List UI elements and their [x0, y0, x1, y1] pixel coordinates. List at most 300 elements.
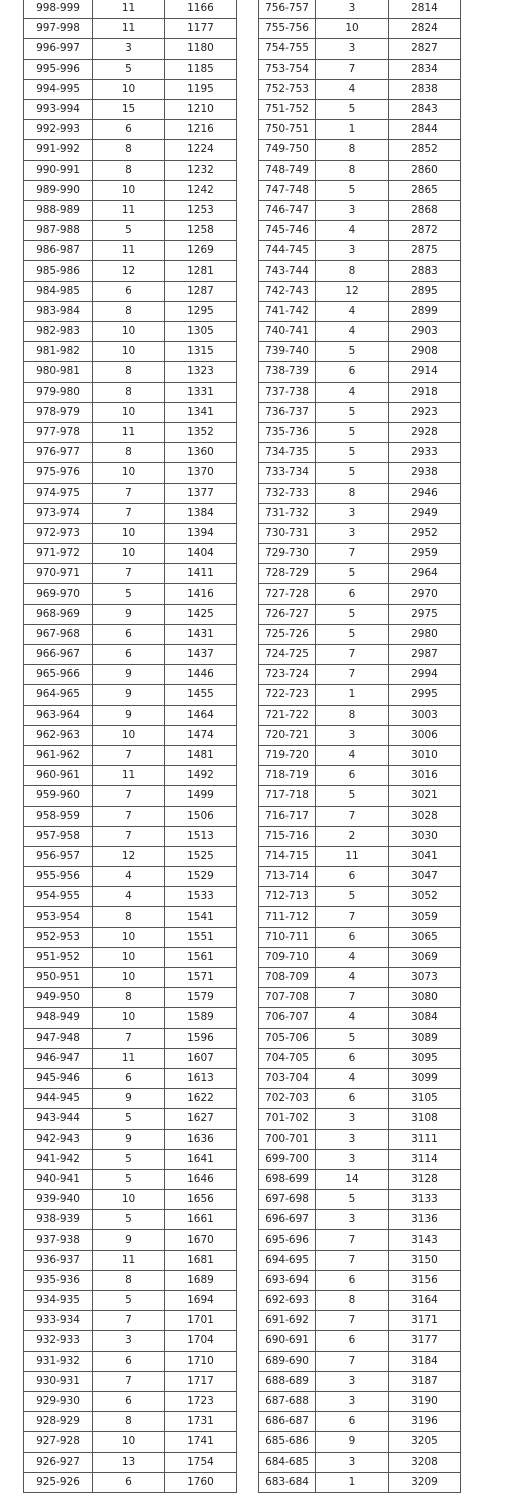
table-row: [24, 1452, 237, 1472]
cumulative-cell: 3080: [389, 988, 461, 1008]
table-row: [24, 665, 237, 685]
interval-cell: 709-710: [259, 947, 316, 967]
cumulative-cell: 2908: [389, 342, 461, 362]
interval-cell: 745-746: [259, 221, 316, 241]
interval-cell: 971-972: [24, 544, 93, 564]
interval-cell: 730-731: [259, 523, 316, 543]
cumulative-cell: 1481: [165, 745, 237, 765]
cumulative-cell: 3171: [389, 1311, 461, 1331]
interval-cell: 746-747: [259, 200, 316, 220]
count-cell: 5: [316, 402, 389, 422]
interval-cell: 942-943: [24, 1129, 93, 1149]
cumulative-cell: 2949: [389, 503, 461, 523]
table-row: [259, 705, 461, 725]
interval-cell: 711-712: [259, 907, 316, 927]
count-cell: 10: [93, 180, 165, 200]
cumulative-cell: 1411: [165, 564, 237, 584]
count-cell: 3: [316, 523, 389, 543]
table-row: [24, 99, 237, 119]
cumulative-cell: 3177: [389, 1331, 461, 1351]
interval-cell: 721-722: [259, 705, 316, 725]
count-cell: 7: [316, 1351, 389, 1371]
count-cell: 5: [316, 564, 389, 584]
interval-cell: 723-724: [259, 665, 316, 685]
count-cell: 3: [93, 1331, 165, 1351]
interval-cell: 992-993: [24, 120, 93, 140]
cumulative-cell: 1613: [165, 1068, 237, 1088]
cumulative-cell: 1506: [165, 806, 237, 826]
interval-cell: 996-997: [24, 39, 93, 59]
table-row: [24, 1391, 237, 1411]
count-cell: 9: [93, 685, 165, 705]
cumulative-cell: 1704: [165, 1331, 237, 1351]
count-cell: 4: [316, 221, 389, 241]
cumulative-cell: 1210: [165, 99, 237, 119]
interval-cell: 989-990: [24, 180, 93, 200]
interval-cell: 990-991: [24, 160, 93, 180]
table-row: [24, 1311, 237, 1331]
cumulative-cell: 2875: [389, 241, 461, 261]
interval-cell: 707-708: [259, 988, 316, 1008]
count-cell: 13: [93, 1452, 165, 1472]
cumulative-cell: 1437: [165, 645, 237, 665]
cumulative-cell: 3084: [389, 1008, 461, 1028]
cumulative-cell: 1305: [165, 322, 237, 342]
interval-cell: 982-983: [24, 322, 93, 342]
cumulative-cell: 1377: [165, 483, 237, 503]
table-row: [24, 1028, 237, 1048]
cumulative-cell: 2824: [389, 19, 461, 39]
count-cell: 5: [93, 59, 165, 79]
cumulative-cell: 3156: [389, 1270, 461, 1290]
interval-cell: 987-988: [24, 221, 93, 241]
count-cell: 6: [93, 1351, 165, 1371]
table-row: [24, 1048, 237, 1068]
interval-cell: 956-957: [24, 846, 93, 866]
table-row: [259, 281, 461, 301]
interval-cell: 944-945: [24, 1089, 93, 1109]
interval-cell: 985-986: [24, 261, 93, 281]
table-row: [24, 604, 237, 624]
table-row: [24, 1291, 237, 1311]
interval-cell: 712-713: [259, 887, 316, 907]
count-cell: 5: [93, 221, 165, 241]
cumulative-cell: 3209: [389, 1472, 461, 1492]
count-cell: 4: [316, 968, 389, 988]
interval-cell: 980-981: [24, 362, 93, 382]
interval-cell: 977-978: [24, 422, 93, 442]
interval-cell: 997-998: [24, 19, 93, 39]
table-row: [24, 927, 237, 947]
cumulative-cell: 2827: [389, 39, 461, 59]
table-row: [259, 1230, 461, 1250]
right-table: [258, 0, 461, 1493]
table-row: [24, 846, 237, 866]
interval-cell: 703-704: [259, 1068, 316, 1088]
count-cell: 6: [93, 645, 165, 665]
table-row: [24, 241, 237, 261]
table-row: [259, 968, 461, 988]
table-row: [259, 1391, 461, 1411]
interval-cell: 952-953: [24, 927, 93, 947]
count-cell: 11: [93, 19, 165, 39]
count-cell: 10: [93, 968, 165, 988]
cumulative-cell: 2844: [389, 120, 461, 140]
cumulative-cell: 1596: [165, 1028, 237, 1048]
count-cell: 7: [93, 483, 165, 503]
table-row: [24, 503, 237, 523]
interval-cell: 991-992: [24, 140, 93, 160]
cumulative-cell: 1717: [165, 1371, 237, 1391]
table-row: [24, 362, 237, 382]
cumulative-cell: 1370: [165, 463, 237, 483]
cumulative-cell: 1579: [165, 988, 237, 1008]
cumulative-cell: 1551: [165, 927, 237, 947]
count-cell: 3: [316, 1129, 389, 1149]
table-row: [24, 523, 237, 543]
interval-cell: 686-687: [259, 1412, 316, 1432]
interval-cell: 718-719: [259, 766, 316, 786]
count-cell: 10: [93, 1432, 165, 1452]
interval-cell: 945-946: [24, 1068, 93, 1088]
interval-cell: 695-696: [259, 1230, 316, 1250]
cumulative-cell: 2838: [389, 79, 461, 99]
table-row: [259, 624, 461, 644]
table-row: [259, 261, 461, 281]
table-row: [259, 463, 461, 483]
cumulative-cell: 2903: [389, 322, 461, 342]
count-cell: 8: [93, 362, 165, 382]
table-row: [259, 1109, 461, 1129]
table-row: [259, 1008, 461, 1028]
interval-cell: 713-714: [259, 867, 316, 887]
table-row: [259, 1149, 461, 1169]
cumulative-cell: 1760: [165, 1472, 237, 1492]
count-cell: 6: [316, 584, 389, 604]
count-cell: 4: [316, 322, 389, 342]
interval-cell: 970-971: [24, 564, 93, 584]
table-row: [24, 705, 237, 725]
count-cell: 10: [93, 463, 165, 483]
interval-cell: 739-740: [259, 342, 316, 362]
cumulative-cell: 1195: [165, 79, 237, 99]
count-cell: 7: [93, 503, 165, 523]
table-row: [259, 1169, 461, 1189]
count-cell: 12: [93, 261, 165, 281]
table-row: [24, 402, 237, 422]
table-row: [24, 483, 237, 503]
cumulative-cell: 2975: [389, 604, 461, 624]
interval-cell: 967-968: [24, 624, 93, 644]
count-cell: 4: [316, 1068, 389, 1088]
interval-cell: 732-733: [259, 483, 316, 503]
interval-cell: 743-744: [259, 261, 316, 281]
count-cell: 6: [316, 766, 389, 786]
table-row: [259, 402, 461, 422]
cumulative-cell: 2865: [389, 180, 461, 200]
table-row: [24, 1432, 237, 1452]
cumulative-cell: 2868: [389, 200, 461, 220]
cumulative-cell: 2928: [389, 422, 461, 442]
table-row: [259, 301, 461, 321]
cumulative-cell: 3190: [389, 1391, 461, 1411]
interval-cell: 953-954: [24, 907, 93, 927]
interval-cell: 754-755: [259, 39, 316, 59]
cumulative-cell: 3021: [389, 786, 461, 806]
interval-cell: 690-691: [259, 1331, 316, 1351]
count-cell: 5: [316, 443, 389, 463]
table-row: [24, 1008, 237, 1028]
count-cell: 8: [316, 160, 389, 180]
cumulative-cell: 3196: [389, 1412, 461, 1432]
table-row: [259, 786, 461, 806]
cumulative-cell: 1656: [165, 1190, 237, 1210]
cumulative-cell: 3089: [389, 1028, 461, 1048]
count-cell: 6: [93, 120, 165, 140]
table-row: [259, 1371, 461, 1391]
interval-cell: 733-734: [259, 463, 316, 483]
table-row: [24, 1371, 237, 1391]
table-row: [259, 503, 461, 523]
count-cell: 11: [93, 766, 165, 786]
interval-cell: 968-969: [24, 604, 93, 624]
cumulative-cell: 3128: [389, 1169, 461, 1189]
count-cell: 3: [316, 200, 389, 220]
count-cell: 8: [316, 140, 389, 160]
count-cell: 11: [316, 846, 389, 866]
count-cell: 4: [93, 887, 165, 907]
table-row: [24, 1412, 237, 1432]
cumulative-cell: 1352: [165, 422, 237, 442]
table-row: [24, 59, 237, 79]
table-row: [259, 241, 461, 261]
table-row: [24, 624, 237, 644]
cumulative-cell: 1731: [165, 1412, 237, 1432]
interval-cell: 719-720: [259, 745, 316, 765]
cumulative-cell: 1689: [165, 1270, 237, 1290]
interval-cell: 934-935: [24, 1291, 93, 1311]
count-cell: 3: [316, 1109, 389, 1129]
cumulative-cell: 3030: [389, 826, 461, 846]
count-cell: 9: [93, 1089, 165, 1109]
count-cell: 15: [93, 99, 165, 119]
count-cell: 4: [316, 79, 389, 99]
cumulative-cell: 2946: [389, 483, 461, 503]
cumulative-cell: 2918: [389, 382, 461, 402]
cumulative-cell: 3143: [389, 1230, 461, 1250]
cumulative-cell: 2933: [389, 443, 461, 463]
table-row: [24, 988, 237, 1008]
count-cell: 5: [93, 1210, 165, 1230]
cumulative-cell: 3111: [389, 1129, 461, 1149]
count-cell: 7: [93, 564, 165, 584]
interval-cell: 748-749: [259, 160, 316, 180]
interval-cell: 693-694: [259, 1270, 316, 1290]
interval-cell: 959-960: [24, 786, 93, 806]
interval-cell: 687-688: [259, 1391, 316, 1411]
count-cell: 5: [316, 604, 389, 624]
cumulative-cell: 1710: [165, 1351, 237, 1371]
table-row: [24, 806, 237, 826]
count-cell: 5: [316, 463, 389, 483]
count-cell: 10: [93, 544, 165, 564]
count-cell: 3: [316, 725, 389, 745]
interval-cell: 694-695: [259, 1250, 316, 1270]
count-cell: 5: [316, 342, 389, 362]
cumulative-cell: 3164: [389, 1291, 461, 1311]
table-row: [259, 523, 461, 543]
cumulative-cell: 1315: [165, 342, 237, 362]
table-row: [259, 826, 461, 846]
cumulative-cell: 1394: [165, 523, 237, 543]
interval-cell: 716-717: [259, 806, 316, 826]
count-cell: 11: [93, 422, 165, 442]
table-row: [259, 1412, 461, 1432]
count-cell: 6: [316, 867, 389, 887]
cumulative-cell: 3059: [389, 907, 461, 927]
interval-cell: 984-985: [24, 281, 93, 301]
cumulative-cell: 1224: [165, 140, 237, 160]
interval-cell: 963-964: [24, 705, 93, 725]
interval-cell: 741-742: [259, 301, 316, 321]
cumulative-cell: 1185: [165, 59, 237, 79]
table-row: [259, 907, 461, 927]
interval-cell: 954-955: [24, 887, 93, 907]
count-cell: 7: [316, 988, 389, 1008]
table-row: [24, 544, 237, 564]
count-cell: 7: [93, 1371, 165, 1391]
cumulative-cell: 1331: [165, 382, 237, 402]
cumulative-cell: 3003: [389, 705, 461, 725]
cumulative-cell: 1360: [165, 443, 237, 463]
interval-cell: 925-926: [24, 1472, 93, 1492]
interval-cell: 753-754: [259, 59, 316, 79]
table-row: [24, 887, 237, 907]
count-cell: 5: [93, 1169, 165, 1189]
count-cell: 7: [316, 1230, 389, 1250]
table-row: [24, 261, 237, 281]
interval-cell: 683-684: [259, 1472, 316, 1492]
count-cell: 6: [93, 624, 165, 644]
interval-cell: 714-715: [259, 846, 316, 866]
table-row: [24, 1109, 237, 1129]
interval-cell: 740-741: [259, 322, 316, 342]
interval-cell: 689-690: [259, 1351, 316, 1371]
interval-cell: 735-736: [259, 422, 316, 442]
table-row: [24, 0, 237, 19]
count-cell: 5: [316, 1190, 389, 1210]
interval-cell: 940-941: [24, 1169, 93, 1189]
interval-cell: 706-707: [259, 1008, 316, 1028]
table-row: [259, 745, 461, 765]
cumulative-cell: 2914: [389, 362, 461, 382]
cumulative-cell: 1323: [165, 362, 237, 382]
interval-cell: 928-929: [24, 1412, 93, 1432]
interval-cell: 932-933: [24, 1331, 93, 1351]
cumulative-cell: 3095: [389, 1048, 461, 1068]
interval-cell: 737-738: [259, 382, 316, 402]
interval-cell: 731-732: [259, 503, 316, 523]
table-row: [24, 1190, 237, 1210]
interval-cell: 927-928: [24, 1432, 93, 1452]
count-cell: 7: [316, 1311, 389, 1331]
cumulative-cell: 1455: [165, 685, 237, 705]
cumulative-cell: 3073: [389, 968, 461, 988]
count-cell: 6: [316, 1089, 389, 1109]
interval-cell: 744-745: [259, 241, 316, 261]
table-row: [24, 1270, 237, 1290]
cumulative-cell: 1646: [165, 1169, 237, 1189]
count-cell: 1: [316, 120, 389, 140]
count-cell: 3: [316, 1371, 389, 1391]
cumulative-cell: 3099: [389, 1068, 461, 1088]
table-row: [24, 745, 237, 765]
table-row: [259, 1311, 461, 1331]
count-cell: 10: [93, 725, 165, 745]
count-cell: 3: [316, 1149, 389, 1169]
cumulative-cell: 1529: [165, 867, 237, 887]
cumulative-cell: 1701: [165, 1311, 237, 1331]
cumulative-cell: 1446: [165, 665, 237, 685]
count-cell: 3: [316, 1452, 389, 1472]
interval-cell: 965-966: [24, 665, 93, 685]
cumulative-cell: 1384: [165, 503, 237, 523]
table-row: [24, 1129, 237, 1149]
count-cell: 8: [316, 1291, 389, 1311]
table-row: [24, 584, 237, 604]
interval-cell: 955-956: [24, 867, 93, 887]
interval-cell: 995-996: [24, 59, 93, 79]
table-row: [24, 382, 237, 402]
interval-cell: 756-757: [259, 0, 316, 19]
table-row: [259, 1250, 461, 1270]
cumulative-cell: 3069: [389, 947, 461, 967]
interval-cell: 751-752: [259, 99, 316, 119]
cumulative-cell: 3006: [389, 725, 461, 745]
cumulative-cell: 3041: [389, 846, 461, 866]
count-cell: 7: [93, 826, 165, 846]
count-cell: 8: [93, 160, 165, 180]
cumulative-cell: 2959: [389, 544, 461, 564]
cumulative-cell: 1166: [165, 0, 237, 19]
cumulative-cell: 1622: [165, 1089, 237, 1109]
count-cell: 4: [316, 947, 389, 967]
table-row: [24, 1230, 237, 1250]
table-row: [24, 1250, 237, 1270]
left-table: [23, 0, 237, 1493]
cumulative-cell: 2923: [389, 402, 461, 422]
cumulative-cell: 1232: [165, 160, 237, 180]
table-row: [24, 281, 237, 301]
count-cell: 4: [93, 867, 165, 887]
count-cell: 11: [93, 241, 165, 261]
cumulative-cell: 1513: [165, 826, 237, 846]
cumulative-cell: 2938: [389, 463, 461, 483]
count-cell: 8: [93, 907, 165, 927]
table-row: [24, 907, 237, 927]
count-cell: 6: [316, 1412, 389, 1432]
table-row: [24, 39, 237, 59]
cumulative-cell: 2860: [389, 160, 461, 180]
count-cell: 3: [316, 0, 389, 19]
interval-cell: 728-729: [259, 564, 316, 584]
interval-cell: 983-984: [24, 301, 93, 321]
count-cell: 5: [93, 1109, 165, 1129]
cumulative-cell: 2852: [389, 140, 461, 160]
table-row: [259, 1028, 461, 1048]
cumulative-cell: 1541: [165, 907, 237, 927]
count-cell: 6: [316, 1331, 389, 1351]
